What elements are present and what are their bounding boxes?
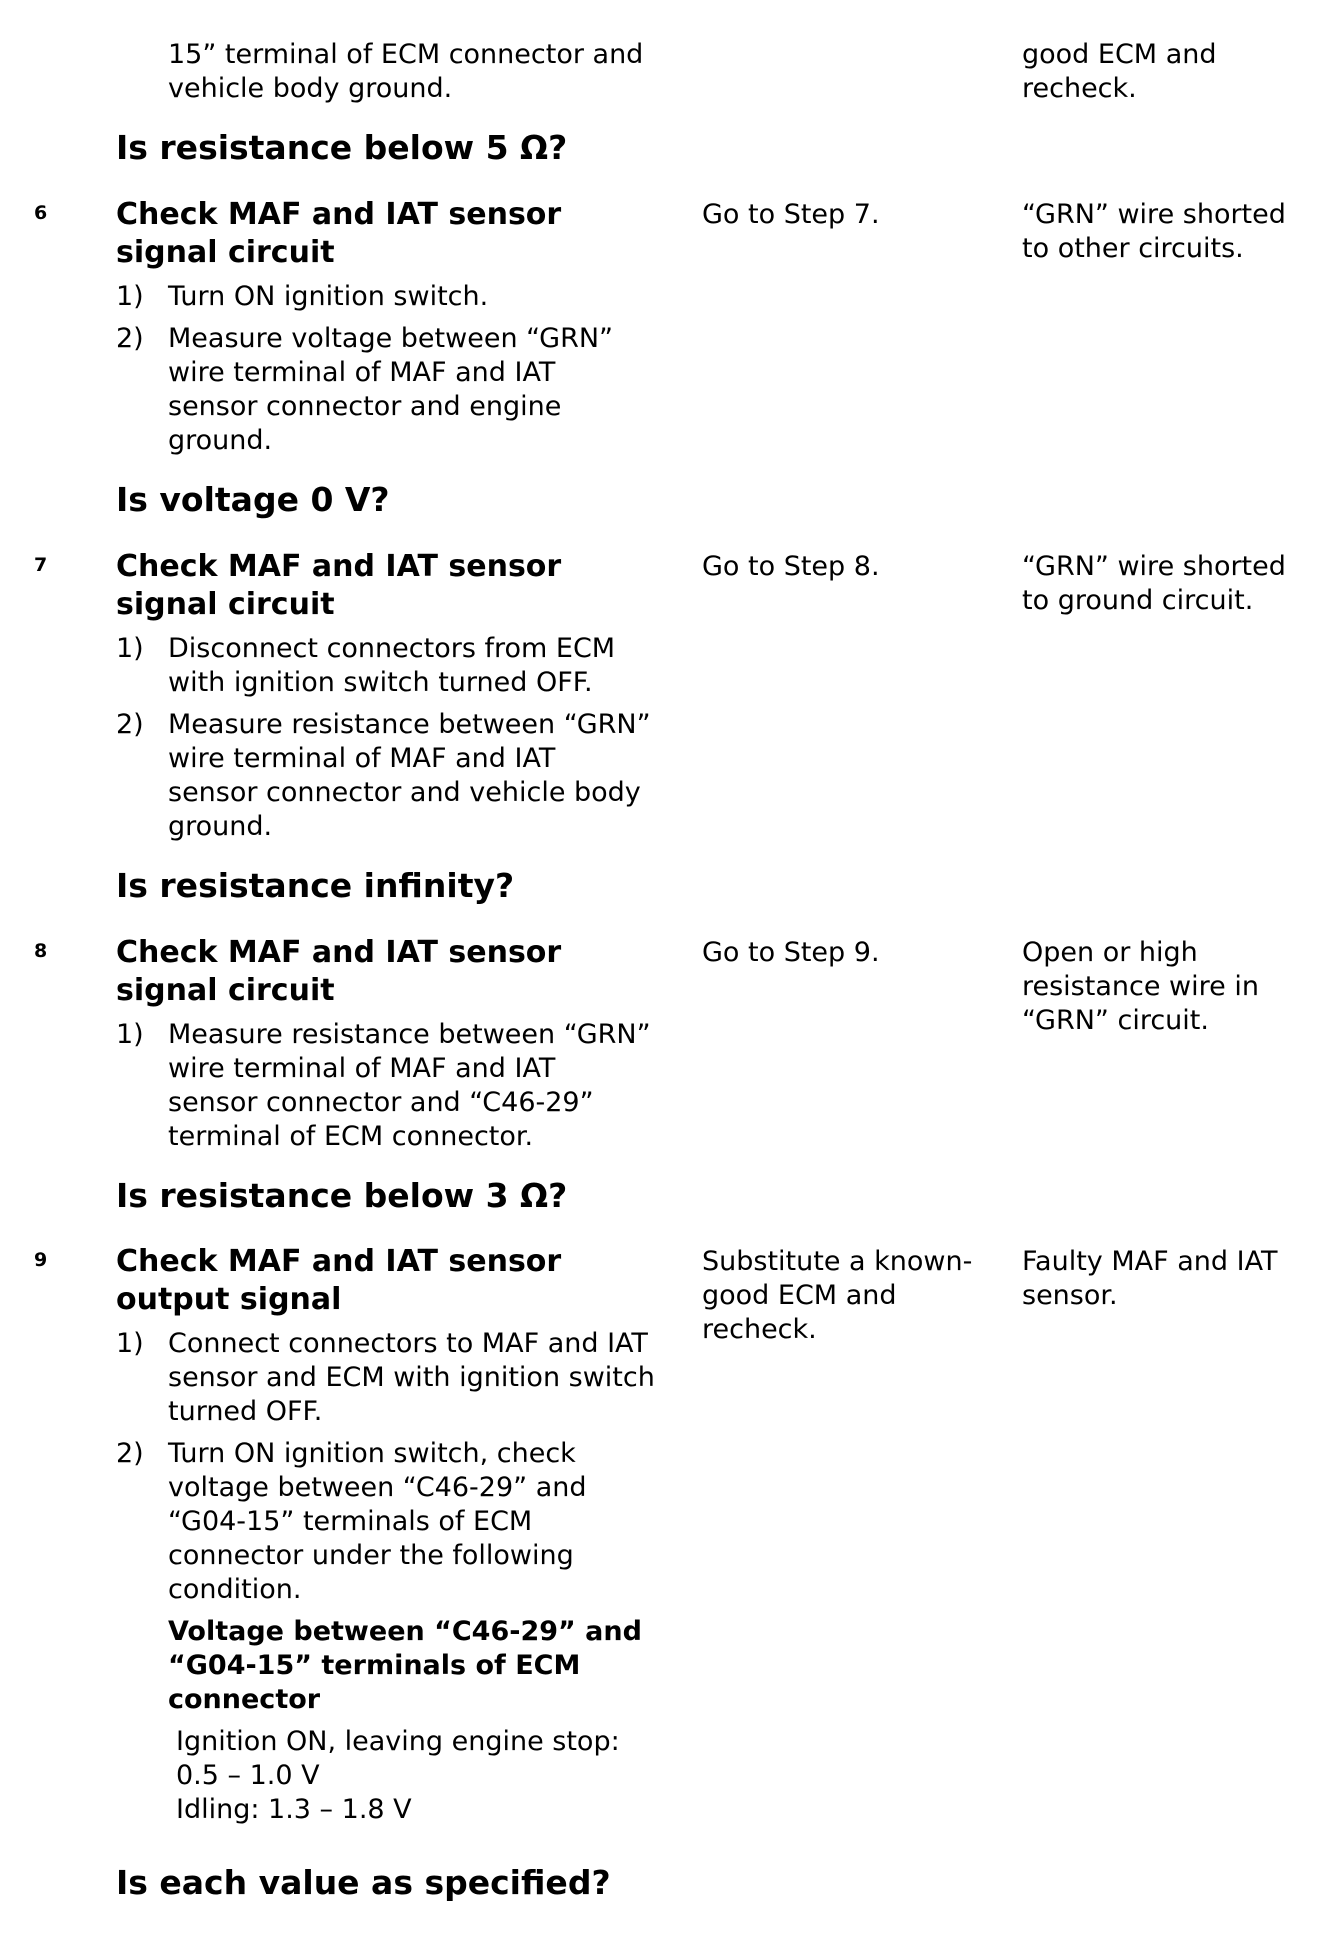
step-8-substep-1-text: Measure resistance between “GRN” wire terminal of MAF and IAT sensor connector and “C46-29” terminal of ECM connector.: [168, 1019, 651, 1152]
step-7-substep-1-text: Disconnect connectors from ECM with ignition switch turned OFF.: [168, 633, 616, 698]
step-7-no-result: “GRN” wire shorted to ground circuit.: [1022, 551, 1286, 616]
step-9-substep-2-num: 2): [116, 1438, 144, 1469]
step-6-heading: Check MAF and IAT sensor signal circuit: [116, 197, 562, 270]
step-7-substep-2-text: Measure resistance between “GRN” wire terminal of MAF and IAT sensor connector and vehicle body ground.: [168, 709, 651, 842]
top-question: Is resistance below 5 Ω?: [116, 128, 568, 167]
step-8-number: 8: [34, 940, 48, 962]
step-7-substep-1-num: 1): [116, 633, 144, 664]
step-6-substep-2: [116, 322, 613, 458]
step-6-no-result: “GRN” wire shorted to other circuits.: [1022, 199, 1286, 264]
step-7-question: Is resistance infinity?: [116, 866, 515, 905]
step-7-heading: Check MAF and IAT sensor signal circuit: [116, 549, 562, 622]
step-7-yes-result: Go to Step 8.: [702, 551, 880, 582]
step-8-no-result: Open or high resistance wire in “GRN” circuit.: [1022, 937, 1259, 1036]
step-6-substep-1-text: Turn ON ignition switch.: [168, 281, 489, 312]
step-9-substep-2: [116, 1437, 587, 1607]
step-9-yes-result: Substitute a known- good ECM and recheck.: [702, 1246, 973, 1345]
step-9-spec-values: Ignition ON, leaving engine stop: 0.5 – 1.0 V Idling: 1.3 – 1.8 V: [176, 1726, 620, 1825]
step-6-question: Is voltage 0 V?: [116, 480, 390, 519]
step-6-substep-2-text: Measure voltage between “GRN” wire terminal of MAF and IAT sensor connector and engine ground.: [168, 323, 614, 456]
step-9-number: 9: [34, 1249, 48, 1271]
step-8-heading: Check MAF and IAT sensor signal circuit: [116, 935, 562, 1008]
step-9-heading: Check MAF and IAT sensor output signal: [116, 1244, 562, 1317]
step-9-substep-1: [116, 1327, 655, 1429]
step-6-yes-result: Go to Step 7.: [702, 199, 880, 230]
step-9-substep-1-num: 1): [116, 1328, 144, 1359]
step-9-substep-1-text: Connect connectors to MAF and IAT sensor and ECM with ignition switch turned OFF.: [168, 1328, 655, 1427]
step-8-substep-1: [116, 1018, 651, 1154]
step-6-number: 6: [34, 202, 48, 224]
step-9-no-result: Faulty MAF and IAT sensor.: [1022, 1246, 1278, 1311]
step-7-substep-1: [116, 632, 615, 700]
step-6-substep-1-num: 1): [116, 281, 144, 312]
step-9-substep-2-text: Turn ON ignition switch, check voltage between “C46-29” and “G04-15” terminals of ECM connector under the following condition.: [168, 1438, 587, 1605]
step-6-substep-2-num: 2): [116, 323, 144, 354]
step-9-spec-title: Voltage between “C46-29” and “G04-15” terminals of ECM connector: [168, 1616, 642, 1715]
step-7-number: 7: [34, 554, 48, 576]
top-action-text: 15” terminal of ECM connector and vehicle body ground.: [168, 39, 644, 104]
step-7-substep-2-num: 2): [116, 709, 144, 740]
step-6-substep-1: [116, 280, 488, 314]
step-8-yes-result: Go to Step 9.: [702, 937, 880, 968]
step-8-question: Is resistance below 3 Ω?: [116, 1176, 568, 1215]
step-9-question: Is each value as specified?: [116, 1863, 611, 1902]
top-no-result: good ECM and recheck.: [1022, 39, 1217, 104]
step-8-substep-1-num: 1): [116, 1019, 144, 1050]
step-7-substep-2: [116, 708, 651, 844]
